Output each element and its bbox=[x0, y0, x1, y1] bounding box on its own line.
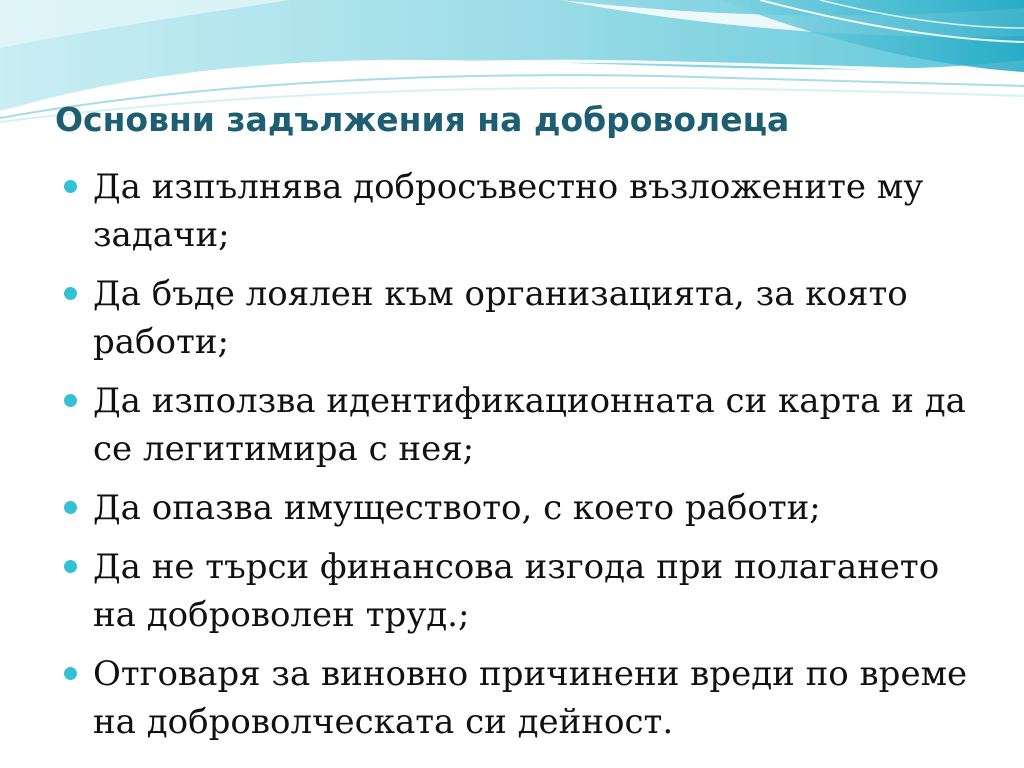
slide-title: Основни задължения на доброволеца bbox=[55, 100, 790, 139]
bullet-text: Да изпълнява добросъвестно възложените му задачи; bbox=[93, 167, 924, 255]
bullet-dot-icon bbox=[64, 287, 77, 300]
bullet-text: Отговаря за виновно причинени вреди по време на доброволческата си дейност. bbox=[93, 654, 968, 742]
bullet-dot-icon bbox=[64, 394, 77, 407]
bullet-dot-icon bbox=[64, 180, 77, 193]
bullet-item bbox=[62, 377, 972, 473]
bullet-item bbox=[62, 650, 972, 746]
bullet-text: Да опазва имуществото, с което работи; bbox=[93, 488, 821, 528]
bullet-dot-icon bbox=[64, 667, 77, 680]
bullet-dot-icon bbox=[64, 501, 77, 514]
bullet-dot-icon bbox=[64, 560, 77, 573]
bullet-item bbox=[62, 163, 972, 259]
bullet-list bbox=[62, 163, 972, 757]
bullet-item bbox=[62, 270, 972, 366]
bullet-text: Да използва идентификационната си карта и да се легитимира с нея; bbox=[93, 381, 966, 469]
bullet-text: Да бъде лоялен към организацията, за която работи; bbox=[93, 274, 908, 362]
bullet-text: Да не търси финансова изгода при полагането на доброволен труд.; bbox=[93, 547, 940, 635]
bullet-item bbox=[62, 484, 972, 532]
bullet-item bbox=[62, 543, 972, 639]
